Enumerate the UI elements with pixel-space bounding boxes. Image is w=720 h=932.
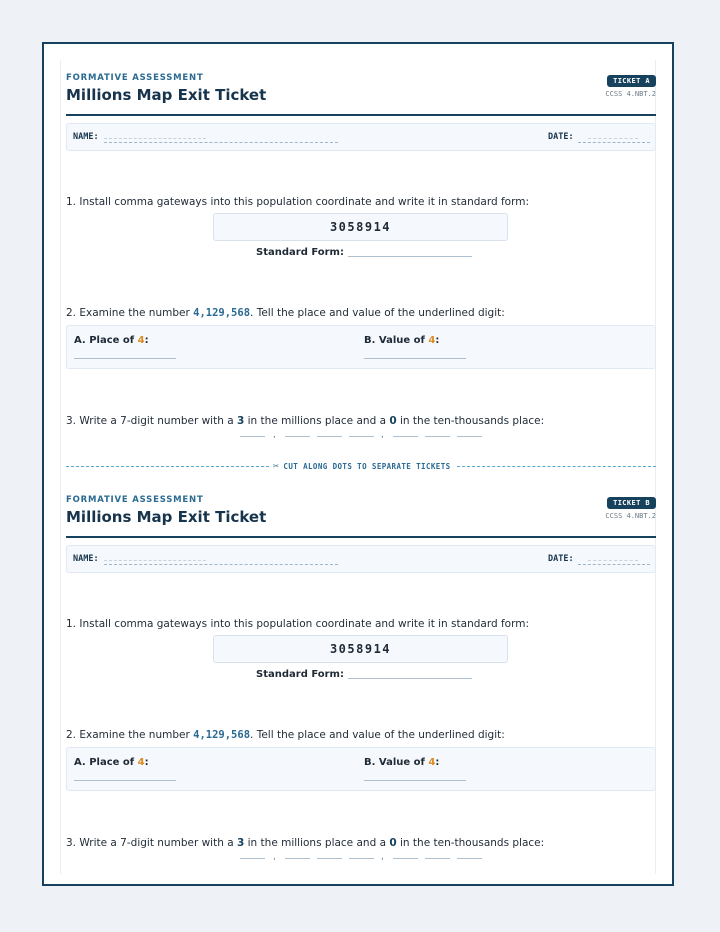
place-value-box bbox=[66, 747, 656, 791]
standard-code: CCSS 4.NBT.2 bbox=[605, 512, 656, 520]
question-2-suffix: . Tell the place and value of the underlined digit: bbox=[250, 729, 505, 741]
place-of-digit: 4 bbox=[137, 757, 145, 768]
place-value-box bbox=[66, 325, 656, 369]
standard-form-row bbox=[256, 669, 472, 680]
standard-form-answer-line[interactable] bbox=[348, 678, 472, 679]
question-3-suffix: in the ten-thousands place: bbox=[396, 837, 545, 849]
ticket-title: Millions Map Exit Ticket bbox=[66, 86, 267, 104]
value-of-text: B. Value of bbox=[364, 757, 429, 768]
date-label: DATE: bbox=[548, 554, 574, 564]
place-of-text: A. Place of bbox=[74, 757, 138, 768]
comma-separator: , bbox=[273, 430, 276, 440]
date-field[interactable] bbox=[578, 134, 650, 143]
value-answer-line[interactable] bbox=[364, 358, 466, 359]
value-of-label bbox=[364, 335, 439, 346]
name-date-bar bbox=[66, 123, 656, 151]
place-of-label bbox=[74, 335, 149, 346]
scissors-icon: ✂ bbox=[273, 461, 280, 472]
place-of-colon: : bbox=[144, 757, 149, 768]
question-1: 1. Install comma gateways into this population coordinate and write it in standard form: bbox=[66, 618, 529, 630]
name-date-bar bbox=[66, 545, 656, 573]
digit-slot[interactable] bbox=[425, 436, 450, 437]
question-2-suffix: . Tell the place and value of the underlined digit: bbox=[250, 307, 505, 319]
question-2 bbox=[66, 307, 505, 319]
value-of-label bbox=[364, 757, 439, 768]
question-1: 1. Install comma gateways into this population coordinate and write it in standard form: bbox=[66, 196, 529, 208]
question-2-prefix: 2. Examine the number bbox=[66, 307, 194, 319]
name-label: NAME: bbox=[73, 554, 99, 564]
population-number-box: 3058914 bbox=[213, 635, 508, 663]
comma-separator: , bbox=[273, 852, 276, 862]
comma-separator: , bbox=[381, 430, 384, 440]
name-field[interactable] bbox=[104, 556, 338, 565]
comma-separator: , bbox=[381, 852, 384, 862]
ticket-badge: TICKET B bbox=[607, 497, 656, 509]
question-3 bbox=[66, 837, 544, 849]
value-of-digit: 4 bbox=[428, 757, 436, 768]
date-field[interactable] bbox=[578, 556, 650, 565]
question-3-digit-ten-thousands: 0 bbox=[389, 837, 397, 849]
worksheet-page bbox=[42, 42, 674, 886]
place-of-label bbox=[74, 757, 149, 768]
name-label: NAME: bbox=[73, 132, 99, 142]
digit-slot[interactable] bbox=[425, 858, 450, 859]
digit-slot[interactable] bbox=[317, 858, 342, 859]
question-3-digit-millions: 3 bbox=[236, 837, 245, 849]
question-3-prefix: 3. Write a 7-digit number with a bbox=[66, 415, 237, 427]
digit-slot[interactable] bbox=[285, 858, 310, 859]
standard-form-label: Standard Form: bbox=[256, 669, 344, 680]
digit-slot[interactable] bbox=[240, 436, 265, 437]
value-of-colon: : bbox=[435, 335, 440, 346]
standard-form-label: Standard Form: bbox=[256, 247, 344, 258]
digit-slot[interactable] bbox=[285, 436, 310, 437]
question-2-prefix: 2. Examine the number bbox=[66, 729, 194, 741]
digit-slot[interactable] bbox=[349, 858, 374, 859]
ticket-badge: TICKET A bbox=[607, 75, 656, 87]
place-of-colon: : bbox=[144, 335, 149, 346]
question-3-middle: in the millions place and a bbox=[244, 415, 390, 427]
eyebrow-label: FORMATIVE ASSESSMENT bbox=[66, 73, 204, 83]
place-of-digit: 4 bbox=[137, 335, 145, 346]
question-3-prefix: 3. Write a 7-digit number with a bbox=[66, 837, 237, 849]
question-3 bbox=[66, 415, 544, 427]
ticket-a bbox=[66, 44, 656, 444]
place-answer-line[interactable] bbox=[74, 780, 176, 781]
digit-slot[interactable] bbox=[349, 436, 374, 437]
standard-form-row bbox=[256, 247, 472, 258]
header-rule bbox=[66, 536, 656, 538]
name-field[interactable] bbox=[104, 134, 338, 143]
digit-slot[interactable] bbox=[393, 858, 418, 859]
header-rule bbox=[66, 114, 656, 116]
value-of-text: B. Value of bbox=[364, 335, 429, 346]
question-3-middle: in the millions place and a bbox=[244, 837, 390, 849]
value-of-digit: 4 bbox=[428, 335, 436, 346]
place-answer-line[interactable] bbox=[74, 358, 176, 359]
place-of-text: A. Place of bbox=[74, 335, 138, 346]
standard-code: CCSS 4.NBT.2 bbox=[605, 90, 656, 98]
date-label: DATE: bbox=[548, 132, 574, 142]
value-answer-line[interactable] bbox=[364, 780, 466, 781]
cut-text: CUT ALONG DOTS TO SEPARATE TICKETS bbox=[283, 462, 451, 471]
digit-slot[interactable] bbox=[457, 436, 482, 437]
ticket-b bbox=[66, 466, 656, 866]
digit-slot[interactable] bbox=[317, 436, 342, 437]
question-3-digit-millions: 3 bbox=[236, 415, 245, 427]
digit-slot[interactable] bbox=[393, 436, 418, 437]
eyebrow-label: FORMATIVE ASSESSMENT bbox=[66, 495, 204, 505]
question-3-digit-ten-thousands: 0 bbox=[389, 415, 397, 427]
digit-slot[interactable] bbox=[457, 858, 482, 859]
standard-form-answer-line[interactable] bbox=[348, 256, 472, 257]
population-number-box: 3058914 bbox=[213, 213, 508, 241]
question-2-number: 4,129,568 bbox=[193, 729, 251, 741]
digit-slot[interactable] bbox=[240, 858, 265, 859]
value-of-colon: : bbox=[435, 757, 440, 768]
ticket-title: Millions Map Exit Ticket bbox=[66, 508, 267, 526]
question-2 bbox=[66, 729, 505, 741]
question-3-suffix: in the ten-thousands place: bbox=[396, 415, 545, 427]
question-2-number: 4,129,568 bbox=[193, 307, 251, 319]
